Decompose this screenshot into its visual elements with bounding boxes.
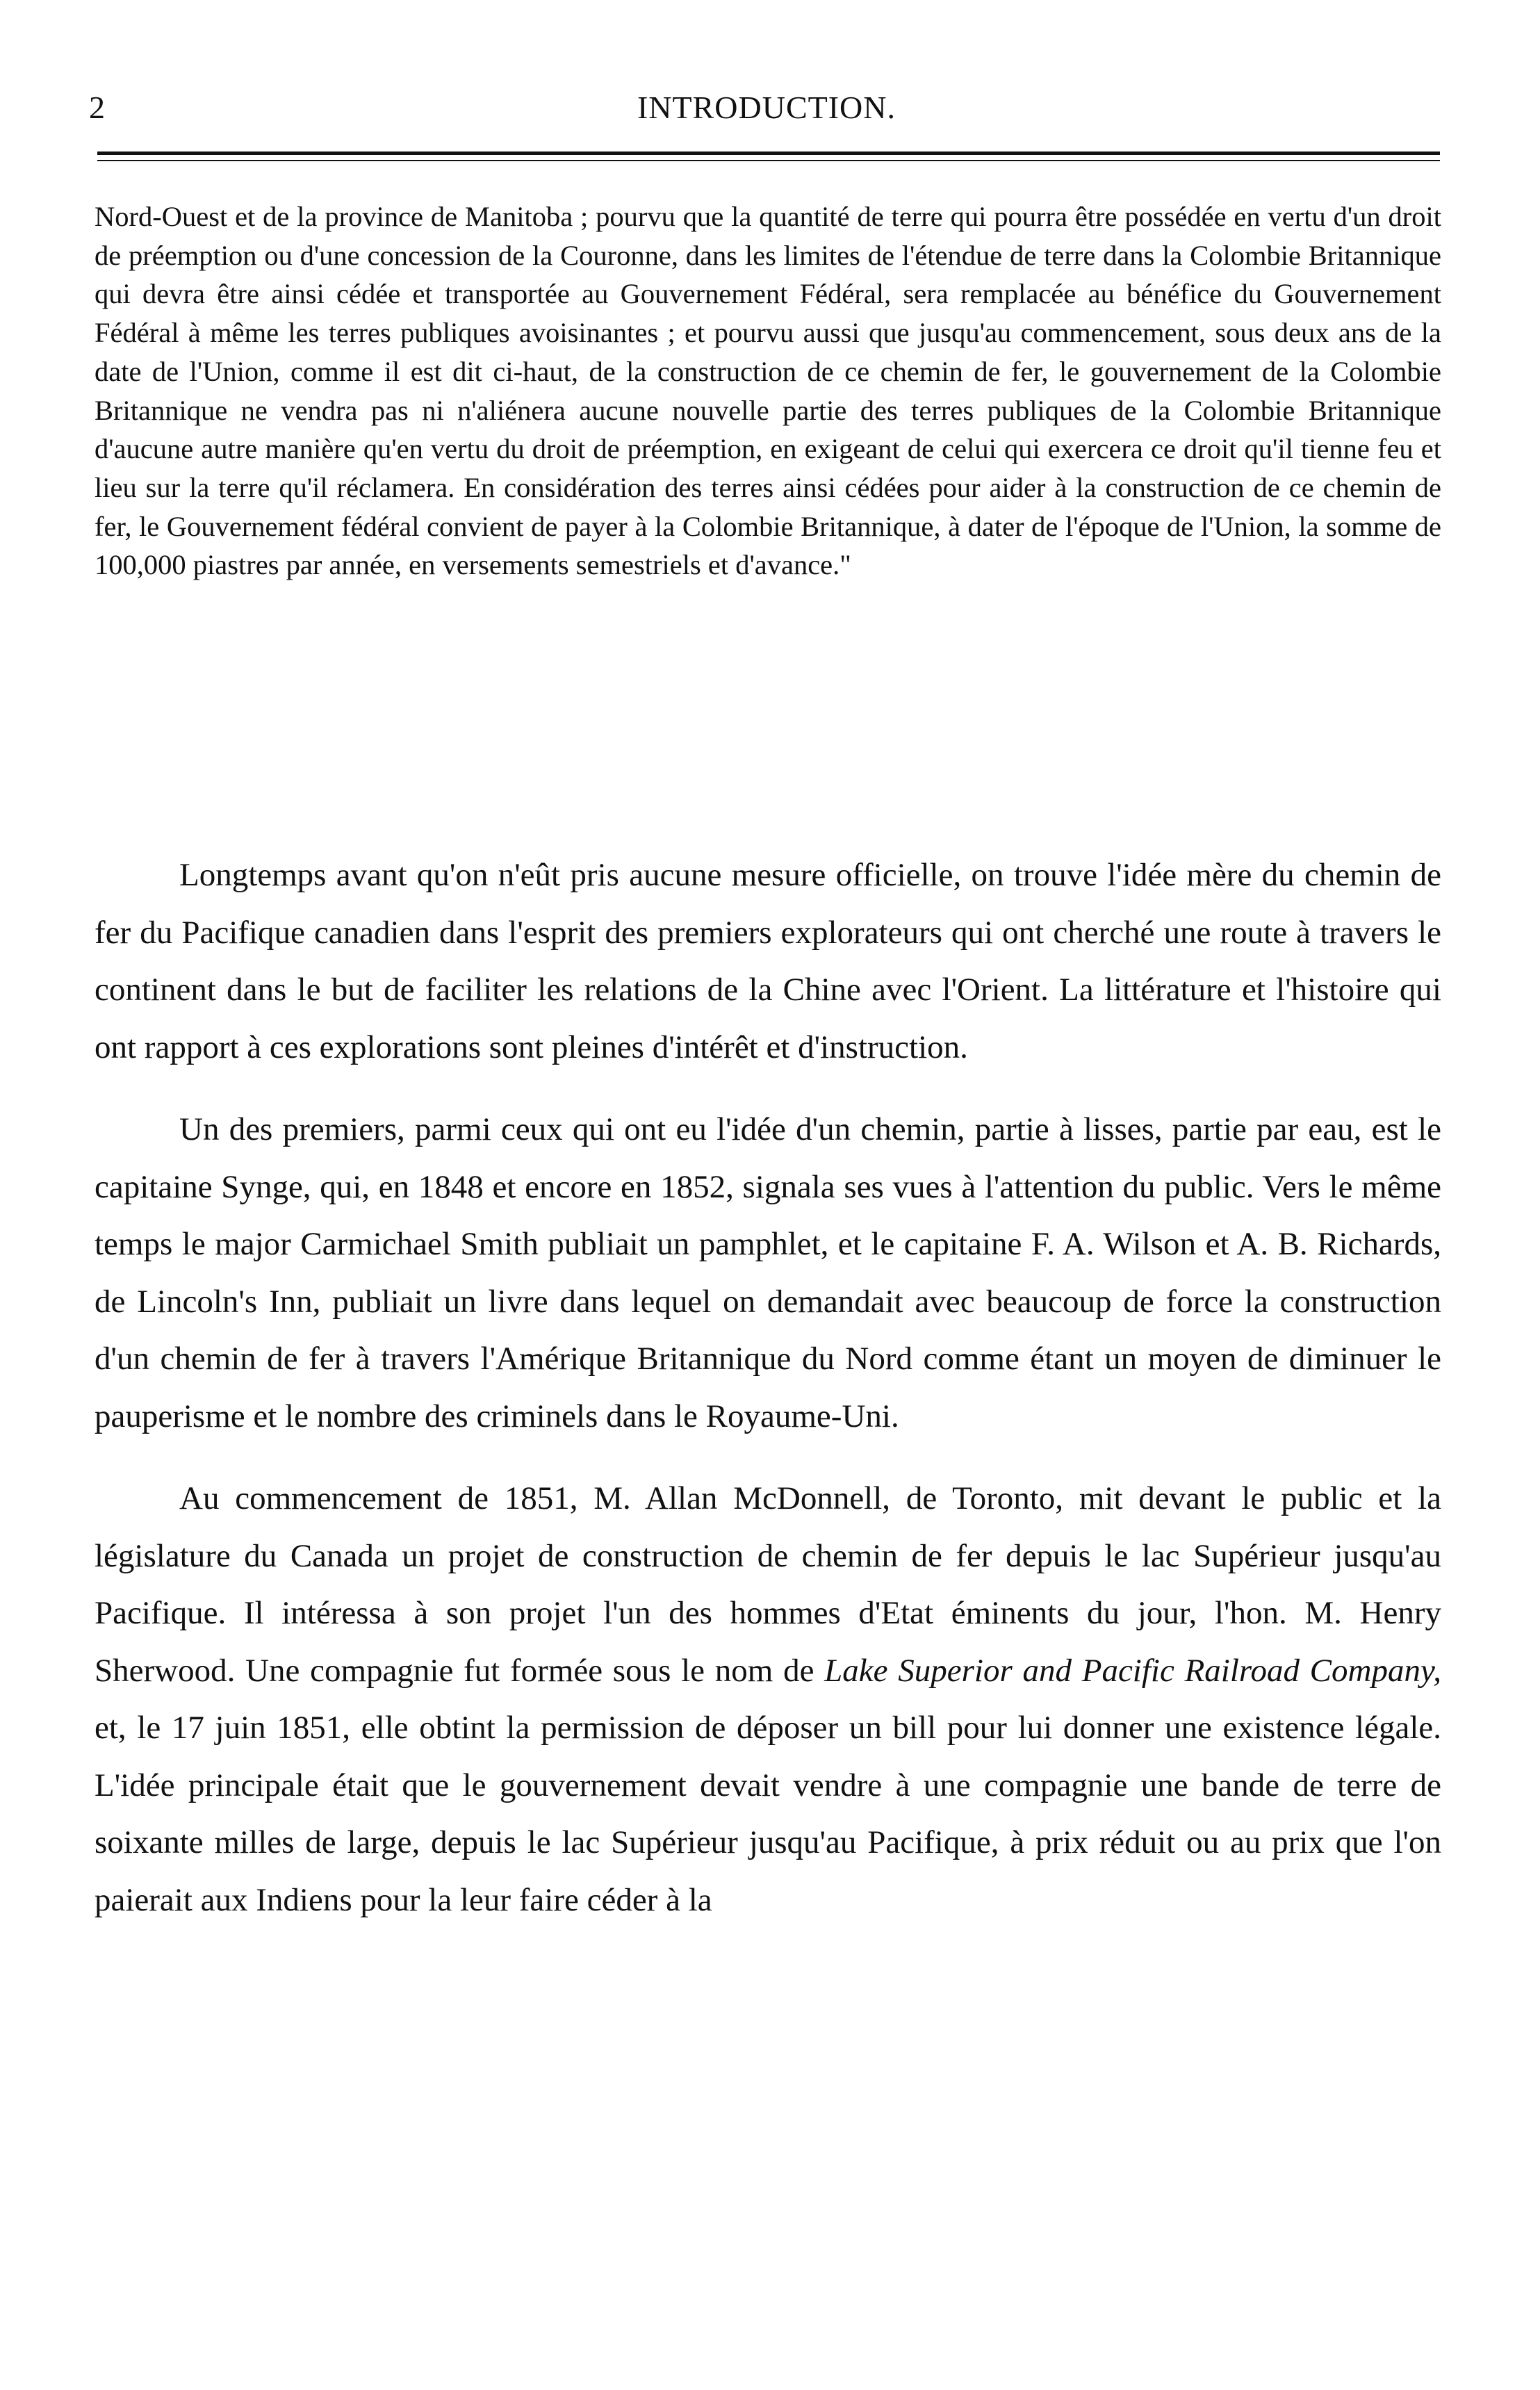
running-head — [89, 83, 1444, 132]
body-text — [95, 846, 1441, 1929]
quoted-act-text — [95, 197, 1441, 584]
paragraph-text-part: et, le 17 juin 1851, elle obtint la permission de déposer un bill pour lui donner une existence légale. L'idée principale était que le gouvernement devait vendre à une compagnie une bande de terre de soixante milles de large, depuis le lac Supérieur jusqu'au Pacifique, à prix réduit ou au prix que l'on paierait aux Indiens pour la leur faire céder à la — [95, 1710, 1441, 1918]
running-title: INTRODUCTION. — [637, 90, 896, 125]
paragraph-captain-synge: Un des premiers, parmi ceux qui ont eu l'idée d'un chemin, partie à lisses, partie par eau, est le capitaine Synge, qui, en 1848 et encore en 1852, signala ses vues à l'attention du public. Vers le même temps le major Carmichael Smith publiait un pamphlet, et le capitaine F. A. Wilson et A. B. Richards, de Lincoln's Inn, publiait un livre dans lequel on demandait avec beaucoup de force la construction d'un chemin de fer à travers l'Amérique Britannique du Nord comme étant un moyen de diminuer le pauperisme et le nombre des criminels dans le Royaume-Uni. — [95, 1111, 1441, 1434]
header-rule-thin — [97, 160, 1440, 161]
paragraph-early-explorers: Longtemps avant qu'on n'eût pris aucune mesure officielle, on trouve l'idée mère du chemin de fer du Pacifique canadien dans l'esprit des premiers explorateurs qui ont cherché une route à travers le continent dans le but de faciliter les relations de la Chine avec l'Orient. La littérature et l'histoire qui ont rapport à ces explorations sont pleines d'intérêt et d'instruction. — [95, 857, 1441, 1065]
company-name-italic: Lake Superior and Pacific Railroad Company, — [824, 1652, 1441, 1689]
page-number: 2 — [89, 90, 105, 125]
paragraph-allan-mcdonnell — [95, 1470, 1441, 1929]
paragraph-text-part: Au commencement de 1851, M. Allan McDonnell, de Toronto, mit devant le public et la législature du Canada un projet de construction de chemin de fer depuis le lac Supérieur jusqu'au Pacifique. Il intéressa à son projet l'un des hommes d'Etat éminents du jour, l'hon. M. Henry Sherwood. Une compagnie fut formée sous le nom de — [95, 1480, 1441, 1689]
quote-paragraph: Nord-Ouest et de la province de Manitoba ; pourvu que la quantité de terre qui pourra être possédée en vertu d'un droit de préemption ou d'une concession de la Couronne, dans les limites de l'étendue de terre dans la Colombie Britannique qui devra être ainsi cédée et transportée au Gouvernement Fédéral, sera remplacée au bénéfice du Gouvernement Fédéral à même les terres publiques avoisinantes ; et pourvu aussi que jusqu'au commencement, sous deux ans de la date de l'Union, comme il est dit ci-haut, de la construction de ce chemin de fer, le gouvernement de la Colombie Britannique ne vendra pas ni n'aliénera aucune nouvelle partie des terres publiques de la Colombie Britannique d'aucune autre manière qu'en vertu du droit de préemption, en exigeant de celui qui exercera ce droit qu'il tienne feu et lieu sur la terre qu'il réclamera. En considération des terres ainsi cédées pour aider à la construction de ce chemin de fer, le Gouvernement fédéral convient de payer à la Colombie Britannique, à dater de l'époque de l'Union, la somme de 100,000 piastres par année, en versements semestriels et d'avance." — [95, 201, 1441, 581]
header-rule-thick — [97, 152, 1440, 155]
